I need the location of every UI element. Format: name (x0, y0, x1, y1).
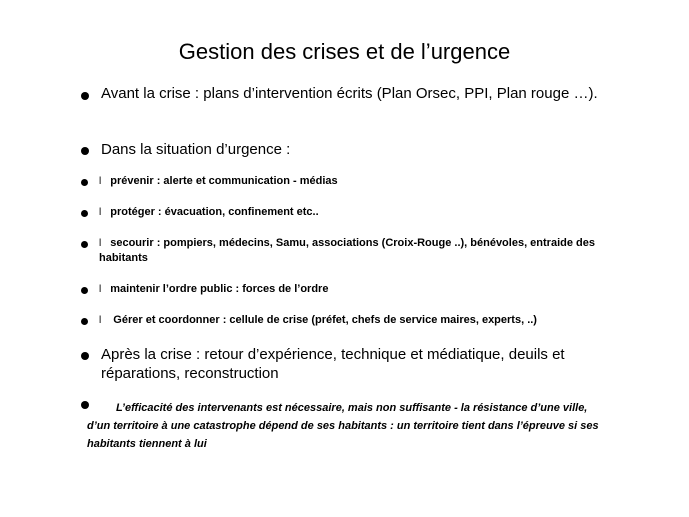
bullet-text: Après la crise : retour d’expérience, technique et médiatique, deuils et réparations, reconstruction (101, 346, 565, 382)
sub-bullet-marker: l (99, 238, 102, 249)
bullet-text: Dans la situation d’urgence : (101, 141, 291, 158)
bullet-dot-icon (81, 318, 88, 325)
bullet-dot-icon (81, 210, 88, 217)
sub-bullet-marker: l (99, 176, 102, 187)
bullet-text: Avant la crise : plans d’intervention écrits (Plan Orsec, PPI, Plan rouge …). (101, 85, 598, 102)
sub-bullet-label: secourir : pompiers, médecins, Samu, associations (Croix-Rouge ..), bénévoles, entraide des habitants (99, 237, 595, 264)
bullet-dot-icon (81, 92, 89, 100)
bullet-dot-icon (81, 241, 88, 248)
bullet-text: L’efficacité des intervenants est nécessaire, mais non suffisante - la résistance d’une ville, d’un territoire à une catastrophe dépend de ses habitants : un territoire tient dans l’épreuve si ses habitants tiennent à lui (87, 402, 599, 450)
sub-bullet-label: Gérer et coordonner : cellule de crise (préfet, chefs de service maires, experts, ..) (110, 314, 537, 326)
bullet-dot-icon (81, 147, 89, 155)
bullet-dot-icon (81, 287, 88, 294)
sub-bullet-label: prévenir : alerte et communication - médias (110, 175, 338, 187)
sub-bullet-label: maintenir l’ordre public : forces de l’ordre (110, 283, 329, 295)
bullet-text (99, 174, 338, 189)
bullet-text (99, 313, 537, 328)
bullet-text (99, 205, 319, 220)
bullet-text (99, 236, 619, 266)
sub-bullet-marker: l (99, 207, 102, 218)
sub-bullet-marker: l (99, 284, 102, 295)
sub-bullet-label: protéger : évacuation, confinement etc.. (110, 206, 319, 218)
slide-title: Gestion des crises et de l’urgence (178, 39, 511, 64)
bullet-text (99, 282, 328, 297)
sub-bullet-marker: l (99, 315, 102, 326)
bullet-dot-icon (81, 352, 89, 360)
bullet-dot-icon (81, 179, 88, 186)
